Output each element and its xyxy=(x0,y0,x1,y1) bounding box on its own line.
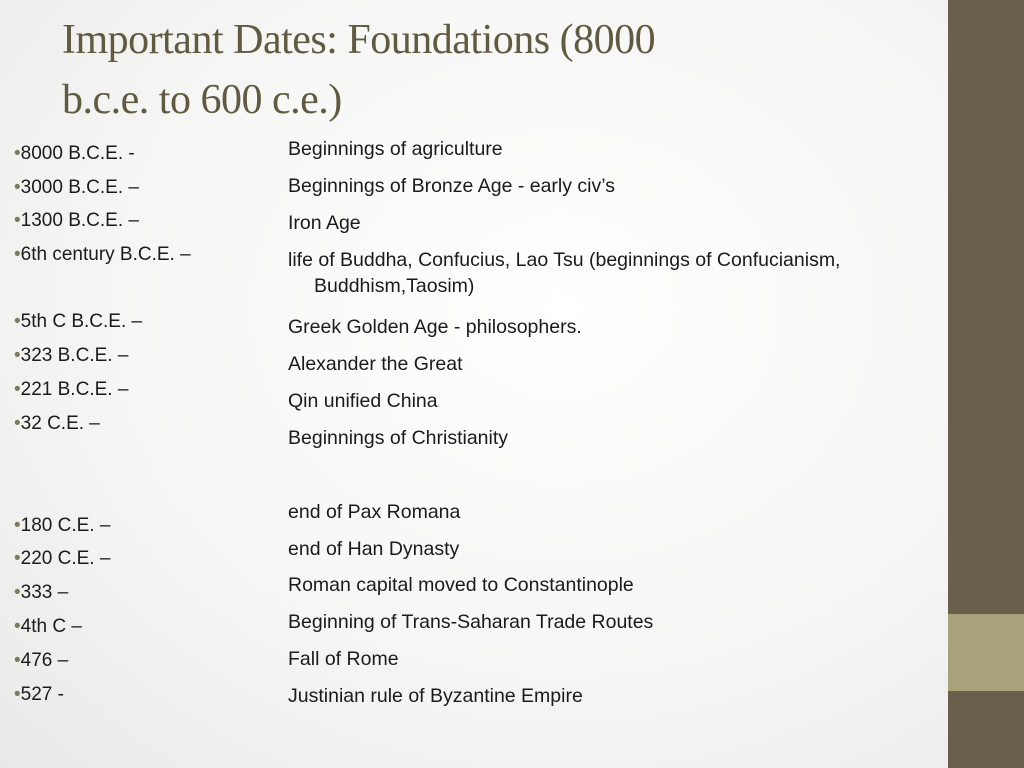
event-item: Beginning of Trans-Saharan Trade Routes xyxy=(288,611,654,633)
event-item: Beginnings of Christianity xyxy=(288,427,509,449)
date-label: 180 C.E. – xyxy=(20,515,111,536)
date-item xyxy=(14,683,64,707)
date-label: 1300 B.C.E. – xyxy=(20,210,139,231)
date-item xyxy=(14,581,68,605)
bullet-icon: • xyxy=(14,177,21,198)
date-label: 220 C.E. – xyxy=(20,548,111,569)
date-label: 323 B.C.E. – xyxy=(20,345,129,366)
bullet-icon: • xyxy=(14,210,21,231)
date-label: 32 C.E. – xyxy=(20,413,100,434)
bullet-icon: • xyxy=(14,650,21,671)
date-item xyxy=(14,649,68,673)
date-label: 8000 B.C.E. - xyxy=(20,143,135,164)
event-item: Qin unified China xyxy=(288,390,438,412)
event-item: Justinian rule of Byzantine Empire xyxy=(288,685,583,707)
bullet-icon: • xyxy=(14,515,21,536)
slide-title-line-2: b.c.e. to 600 c.e.) xyxy=(62,77,342,123)
event-item-line: life of Buddha, Confucius, Lao Tsu (beginnings of Confucianism, xyxy=(288,249,841,271)
bullet-icon: • xyxy=(14,413,21,434)
date-label: 3000 B.C.E. – xyxy=(20,177,139,198)
event-item: end of Han Dynasty xyxy=(288,538,460,560)
event-item: end of Pax Romana xyxy=(288,501,461,523)
bullet-icon: • xyxy=(14,616,21,637)
bullet-icon: • xyxy=(14,244,21,265)
event-item: Alexander the Great xyxy=(288,353,463,375)
date-item xyxy=(14,615,82,639)
event-item: Greek Golden Age - philosophers. xyxy=(288,316,582,338)
date-label: 221 B.C.E. – xyxy=(20,379,129,400)
event-item xyxy=(288,243,948,298)
bullet-icon: • xyxy=(14,311,21,332)
date-label: 5th C B.C.E. – xyxy=(20,311,143,332)
bullet-icon: • xyxy=(14,143,21,164)
bullet-icon: • xyxy=(14,345,21,366)
date-item xyxy=(14,209,139,233)
date-label: 333 – xyxy=(20,582,69,603)
date-item xyxy=(14,142,135,166)
date-item xyxy=(14,547,110,571)
date-label: 6th century B.C.E. – xyxy=(20,244,191,265)
date-item xyxy=(14,176,139,200)
date-item xyxy=(14,378,128,402)
event-item: Fall of Rome xyxy=(288,648,399,670)
date-item xyxy=(14,514,110,538)
bullet-icon: • xyxy=(14,379,21,400)
date-item xyxy=(14,243,191,267)
date-item xyxy=(14,412,100,436)
event-item-continuation: Buddhism,Taosim) xyxy=(314,275,475,297)
event-item: Roman capital moved to Constantinople xyxy=(288,574,634,596)
event-item: Iron Age xyxy=(288,212,361,234)
bullet-icon: • xyxy=(14,548,21,569)
date-label: 527 - xyxy=(20,684,64,705)
date-label: 476 – xyxy=(20,650,69,671)
slide-title-line-1: Important Dates: Foundations (8000 xyxy=(62,17,656,63)
event-item: Beginnings of agriculture xyxy=(288,138,503,160)
date-item xyxy=(14,310,142,334)
decorative-side-accent xyxy=(948,614,1024,691)
date-item xyxy=(14,344,128,368)
slide-title xyxy=(62,10,922,130)
bullet-icon: • xyxy=(14,684,21,705)
bullet-icon: • xyxy=(14,582,21,603)
date-label: 4th C – xyxy=(20,616,82,637)
event-item: Beginnings of Bronze Age - early civ’s xyxy=(288,175,615,197)
